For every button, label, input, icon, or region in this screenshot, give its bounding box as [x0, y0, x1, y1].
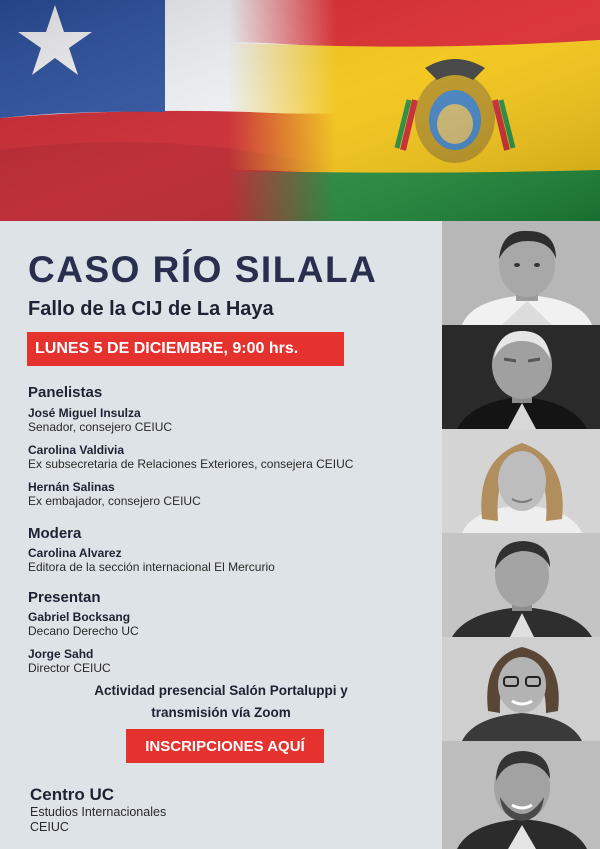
chile-bolivia-flags-image	[0, 0, 600, 221]
moderator-heading: Modera	[28, 525, 82, 542]
person-role: Senador, consejero CEIUC	[28, 420, 173, 434]
event-subtitle: Fallo de la CIJ de La Haya	[28, 298, 274, 320]
person-role: Ex embajador, consejero CEIUC	[28, 494, 201, 508]
person-name: Carolina Alvarez	[28, 546, 122, 560]
person-role: Decano Derecho UC	[28, 624, 139, 638]
register-button[interactable]: INSCRIPCIONES AQUÍ	[126, 729, 324, 763]
event-date-badge: LUNES 5 DE DICIEMBRE, 9:00 hrs.	[27, 332, 344, 366]
portrait-panelist-4	[442, 533, 600, 637]
event-title: CASO RÍO SILALA	[28, 249, 378, 290]
person-role: Editora de la sección internacional El Mercurio	[28, 560, 275, 574]
organizer-line-2: CEIUC	[30, 820, 69, 834]
portrait-panelist-6	[442, 741, 600, 849]
moderator	[28, 546, 275, 574]
person-name: Hernán Salinas	[28, 480, 115, 494]
organizer-name: Centro UC	[30, 785, 115, 804]
panelists-heading: Panelistas	[28, 384, 103, 401]
panelist-2	[28, 443, 353, 471]
flags-banner	[0, 0, 600, 221]
person-name: Gabriel Bocksang	[28, 610, 131, 624]
person-name: José Miguel Insulza	[28, 406, 141, 420]
presenters-heading: Presentan	[28, 589, 101, 606]
portrait-panelist-3	[442, 429, 600, 533]
event-info	[0, 221, 442, 849]
panelist-3	[28, 480, 201, 508]
portrait-panelist-5	[442, 637, 600, 741]
person-role: Director CEIUC	[28, 661, 111, 675]
activity-line-1: Actividad presencial Salón Portaluppi y	[94, 683, 348, 698]
activity-line-2: transmisión vía Zoom	[151, 705, 291, 720]
panelist-1	[28, 406, 172, 434]
activity-info	[0, 680, 442, 724]
portrait-panelist-2	[442, 325, 600, 429]
presenter-1	[28, 610, 139, 638]
presenter-2	[28, 647, 111, 675]
person-name: Carolina Valdivia	[28, 443, 125, 457]
organizer-block	[30, 785, 166, 835]
speaker-photos	[442, 221, 600, 849]
organizer-line-1: Estudios Internacionales	[30, 805, 167, 819]
person-role: Ex subsecretaria de Relaciones Exteriores, consejera CEIUC	[28, 457, 354, 471]
portrait-panelist-1	[442, 221, 600, 325]
person-name: Jorge Sahd	[28, 647, 94, 661]
